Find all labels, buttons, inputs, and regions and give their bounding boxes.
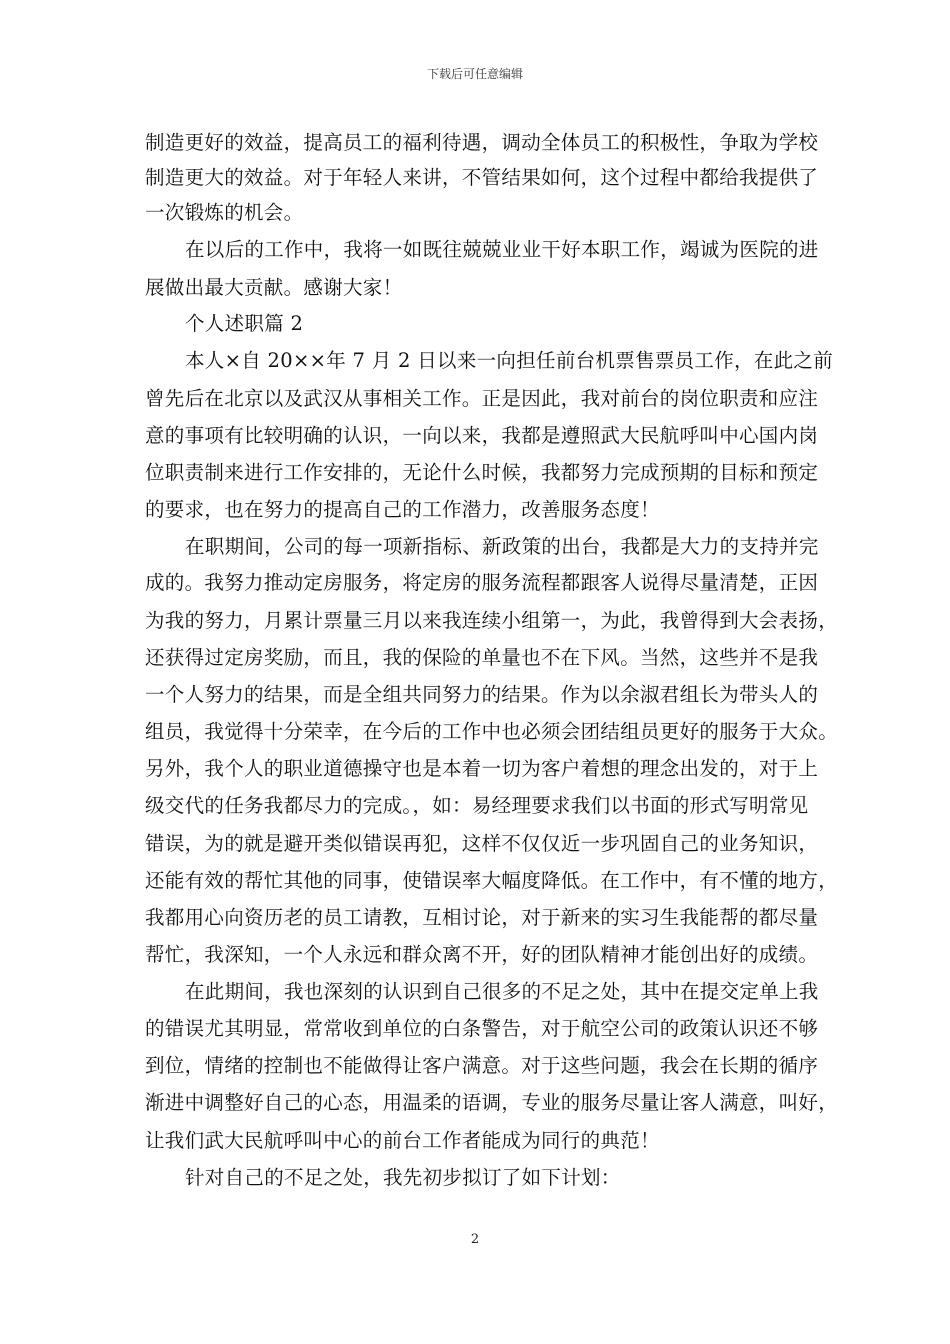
body-line: 另外，我个人的职业道德操守也是本着一切为客户着想的理念出发的，对于上 bbox=[145, 757, 819, 780]
body-line: 本人×自 20××年 7 月 2 日以来一向担任前台机票售票员工作，在此之前 bbox=[185, 349, 834, 372]
body-line: 针对自己的不足之处，我先初步拟订了如下计划： bbox=[185, 1166, 621, 1189]
body-line: 为我的努力，月累计票量三月以来我连续小组第一，为此，我曾得到大会表扬， bbox=[145, 609, 839, 632]
body-line: 还能有效的帮忙其他的同事，使错误率大幅度降低。在工作中，有不懂的地方， bbox=[145, 869, 839, 892]
body-line: 的要求，也在努力的提高自己的工作潜力，改善服务态度！ bbox=[145, 498, 660, 521]
body-line: 让我们武大民航呼叫中心的前台工作者能成为同行的典范！ bbox=[145, 1129, 660, 1152]
body-line: 一个人努力的结果，而是全组共同努力的结果。作为以余淑君组长为带头人的 bbox=[145, 683, 819, 706]
body-line: 制造更好的效益，提高员工的福利待遇，调动全体员工的积极性，争取为学校 bbox=[145, 131, 819, 154]
body-line: 制造更大的效益。对于年轻人来讲，不管结果如何，这个过程中都给我提供了 bbox=[145, 166, 819, 189]
body-line: 级交代的任务我都尽力的完成。，如：易经理要求我们以书面的形式写明常见 bbox=[145, 794, 809, 817]
body-line: 组员，我觉得十分荣幸，在今后的工作中也必须会团结组员更好的服务于大众。 bbox=[145, 720, 839, 743]
body-line: 到位，情绪的控制也不能做得让客户满意。对于这些问题，我会在长期的循序 bbox=[145, 1054, 819, 1077]
body-line: 的错误尤其明显，常常收到单位的白条警告，对于航空公司的政策认识还不够 bbox=[145, 1017, 819, 1040]
page-header: 下载后可任意编辑 bbox=[426, 67, 523, 81]
body-line: 渐进中调整好自己的心态，用温柔的语调，专业的服务尽量让客人满意，叫好， bbox=[145, 1091, 839, 1114]
body-line: 曾先后在北京以及武汉从事相关工作。正是因此，我对前台的岗位职责和应注 bbox=[145, 387, 819, 410]
body-line: 在以后的工作中，我将一如既往兢兢业业干好本职工作，竭诚为医院的进 bbox=[185, 238, 819, 261]
body-line: 展做出最大贡献。感谢大家！ bbox=[145, 276, 403, 299]
body-line: 还获得过定房奖励，而且，我的保险的单量也不在下风。当然，这些并不是我 bbox=[145, 646, 819, 669]
body-line: 在此期间，我也深刻的认识到自己很多的不足之处，其中在提交定单上我 bbox=[185, 980, 819, 1003]
body-line: 帮忙，我深知，一个人永远和群众离不开，好的团队精神才能创出好的成绩。 bbox=[145, 943, 819, 966]
body-line: 我都用心向资历老的员工请教，互相讨论，对于新来的实习生我能帮的都尽量 bbox=[145, 906, 819, 929]
body-line: 位职责制来进行工作安排的，无论什么时候，我都努力完成预期的目标和预定 bbox=[145, 461, 819, 484]
body-line: 一次锻炼的机会。 bbox=[145, 201, 304, 224]
body-line: 在职期间，公司的每一项新指标、新政策的出台，我都是大力的支持并完 bbox=[185, 535, 819, 558]
body-line: 意的事项有比较明确的认识，一向以来，我都是遵照武大民航呼叫中心国内岗 bbox=[145, 424, 819, 447]
body-line: 成的。我努力推动定房服务，将定房的服务流程都跟客人说得尽量清楚，正因 bbox=[145, 571, 819, 594]
body-line: 错误，为的就是避开类似错误再犯，这样不仅仅近一步巩固自己的业务知识， bbox=[145, 832, 819, 855]
section-heading: 个人述职篇 2 bbox=[185, 312, 304, 335]
page-number: 2 bbox=[470, 1232, 480, 1247]
